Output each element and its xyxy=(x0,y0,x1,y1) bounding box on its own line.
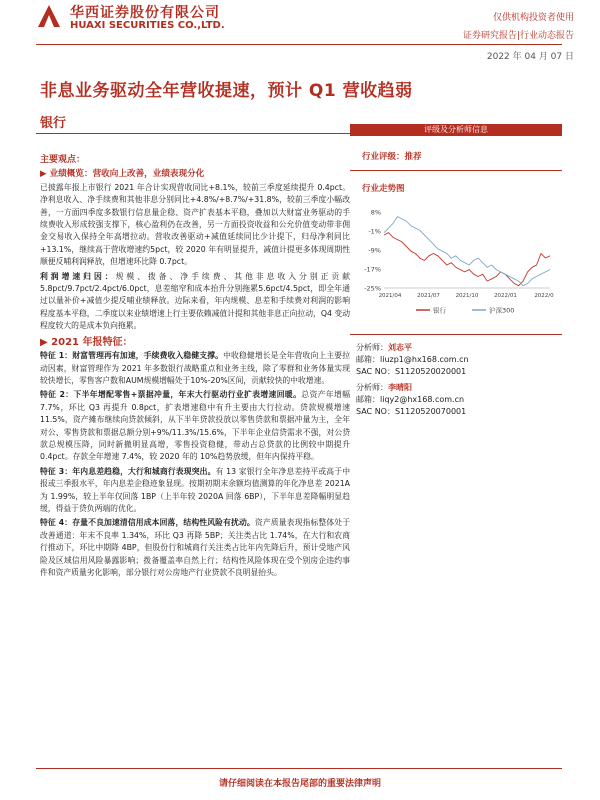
company-name-en: HUAXI SECURITIES CO.,LTD. xyxy=(70,20,225,31)
sidebar-header: 评级及分析师信息 xyxy=(350,124,562,136)
trend-chart xyxy=(358,202,558,322)
sidebar-divider xyxy=(350,170,562,171)
x-tick-label: 2021/04 xyxy=(378,293,402,299)
trend-chart-title: 行业走势图 xyxy=(362,184,405,194)
paragraph-attribution: 利润增速归因：规模、拨备、净手续费、其他非息收入分别正贡献5.8pct/9.7pct/2.4pct/6.0pct，息差缩窄和成本抬升分别拖累5.6pct/4.5pct，即全年通过以量补价+减值少提反哺业绩释放。边际来看，年内规模、息差和手续费对利润的影响程度基本平稳，二季度以来业绩增速上行主要依赖减值计提和其他非息正向拉动，Q4 变动程度较大的是成本负向拖累。 xyxy=(40,271,351,331)
sidebar-divider xyxy=(350,334,562,335)
report-title: 非息业务驱动全年营收提速，预计 Q1 营收趋弱 xyxy=(40,81,413,101)
analyst-sac: SAC NO：S1120520070001 xyxy=(356,407,467,416)
legend-label: 沪深300 xyxy=(489,306,515,315)
section-heading-features: ▶ 2021 年报特征： xyxy=(40,336,133,348)
paragraph-overview: 已披露年报上市银行 2021 年合计实现营收同比+8.1%，较前三季度延续提升 0.4pct。净利息收入、净手续费和其他非息分别同比+4.8%/+8.7%/+31.8%，较前三季度小幅改善，一方面四季度多数银行信息量企稳、资产扩表基本平稳，叠加以大财富业务驱动的手续费收入形成较强支撑下，核心盈利仍在改善，另一方面投资收益和公允价值变动带非佣金交易收入保持全年高增拉动。营收改善驱动+减值延续同比少计提下，归母净利同比+13.1%，继续高于营收增速约5pct，较 2020 年有明显提升，减值计提更多体现周期性顺便反哺利润释放，但增速环比降 0.7pct。 xyxy=(40,182,350,267)
header-divider xyxy=(36,44,562,45)
x-tick-label: 2021/10 xyxy=(455,293,479,299)
analyst-email: 邮箱：liqy2@hx168.com.cn xyxy=(356,395,465,404)
x-tick-label: 2022/0 xyxy=(534,293,554,299)
analyst-block-2: 分析师：李晴阳 邮箱：liqy2@hx168.com.cn SAC NO：S1120520070001 xyxy=(356,383,467,416)
company-name-cn: 华西证券股份有限公司 xyxy=(70,5,220,21)
attribution-label: 利润增速归因： xyxy=(40,271,116,281)
series-line-bank xyxy=(384,233,550,286)
x-tick-label: 2021/07 xyxy=(417,293,440,299)
industry-rating: 行业评级：推荐 xyxy=(362,152,422,162)
x-tick-label: 2022/01 xyxy=(494,293,517,299)
paragraph-feature-2: 特征 2：下半年增配零售+票据冲量，年末大行驱动行业扩表增速回暖。总资产年增幅 7.7%，环比 Q3 再提升 0.8pct，扩表增速稳中有升主要由大行拉动。贷款规模增速 11.5%，资产摊布继续向贷款倾斜，从下半年贷款投放以零售贷款和票据冲量为主，全年对公、零售贷款和票据总额分别+9%/11.3%/15.6%，下半年企业信贷需求不强，对公贷款总规模压降，同时新撤明显高增，零售投资稳健，带动占总贷款的比例较中期提升 0.4pct。存款全年增速 7.4%，较 2020 年的 10%趋势放缓，但年内保持平稳。 xyxy=(40,390,351,462)
paragraph-feature-4: 特征 4：存量不良加速清信用成本回落，结构性风险有扰动。资产质量表现指标整体处于改善通道：年末不良率 1.34%，环比 Q3 再降 5BP；关注类占比 1.74%，在大行和农商行推动下，环比中期降 4BP，但股份行和城商行关注类占比年内先降后升，预计受地产风险及区域信用风险暴露影响；拨备覆盖率自然上行；结构性风险体现在受个别房企违约事件和资产质量劣化影响，部分银行对公房地产行业贷款不良明显抬头。 xyxy=(40,518,351,577)
analyst-name: 李晴阳 xyxy=(388,383,412,392)
sector-label: 银行 xyxy=(40,116,67,131)
analyst-block-1: 分析师：刘志平 邮箱：liuzp1@hx168.com.cn SAC NO：S1120520020001 xyxy=(356,343,469,376)
report-type: 证券研究报告|行业动态报告 xyxy=(462,31,574,41)
main-points-heading: 主要观点： xyxy=(40,155,86,165)
huaxi-logo-icon xyxy=(36,3,62,29)
section-heading-overview: ▶ 业绩概览：营收向上改善，业绩表现分化 xyxy=(40,169,205,180)
report-date: 2022 年 04 月 07 日 xyxy=(486,52,574,62)
paragraph-feature-3: 特征 3：年内息差趋稳，大行和城商行表现突出。有 13 家银行全年净息差持平或高于中报或三季报水平，年内息差企稳迹象显现。按期初期末余额均值测算的年化净息差 2021A 为 1.99%，较上半年仅回落 1BP（上半年较 2020A 回落 6BP），下半年息差降幅明显趋缓，得益于贷负两端的优化。 xyxy=(40,466,350,513)
main-body xyxy=(40,154,350,581)
footer-divider xyxy=(36,768,562,769)
y-tick-label: -9% xyxy=(368,246,381,255)
analyst-sac: SAC NO：S1120520020001 xyxy=(356,367,467,376)
y-tick-label: 8% xyxy=(370,208,381,217)
y-tick-label: -17% xyxy=(364,265,381,274)
paragraph-feature-1: 特征 1：财富管理再有加速，手续费收入稳健支撑。中收稳健增长是全年营收向上主要拉动因素，财富管理作为 2021 年多数银行战略重点和业务主线，除了零群和业务体量实现较快增长，零售客户数和AUM规模增幅处于10%-20%区间，贡献较快的中收增速。 xyxy=(40,351,351,385)
analyst-name: 刘志平 xyxy=(388,343,412,352)
y-tick-label: -1% xyxy=(368,227,381,236)
analyst-email: 邮箱：liuzp1@hx168.com.cn xyxy=(356,355,469,364)
legend-label: 银行 xyxy=(433,306,446,315)
y-tick-label: -25% xyxy=(364,284,381,293)
footer-notice: 请仔细阅读在本报告尾部的重要法律声明 xyxy=(218,779,381,789)
series-line-csi300 xyxy=(384,217,550,286)
rating-value: 推荐 xyxy=(404,152,422,162)
disclaimer: 仅供机构投资者使用 xyxy=(492,13,574,23)
